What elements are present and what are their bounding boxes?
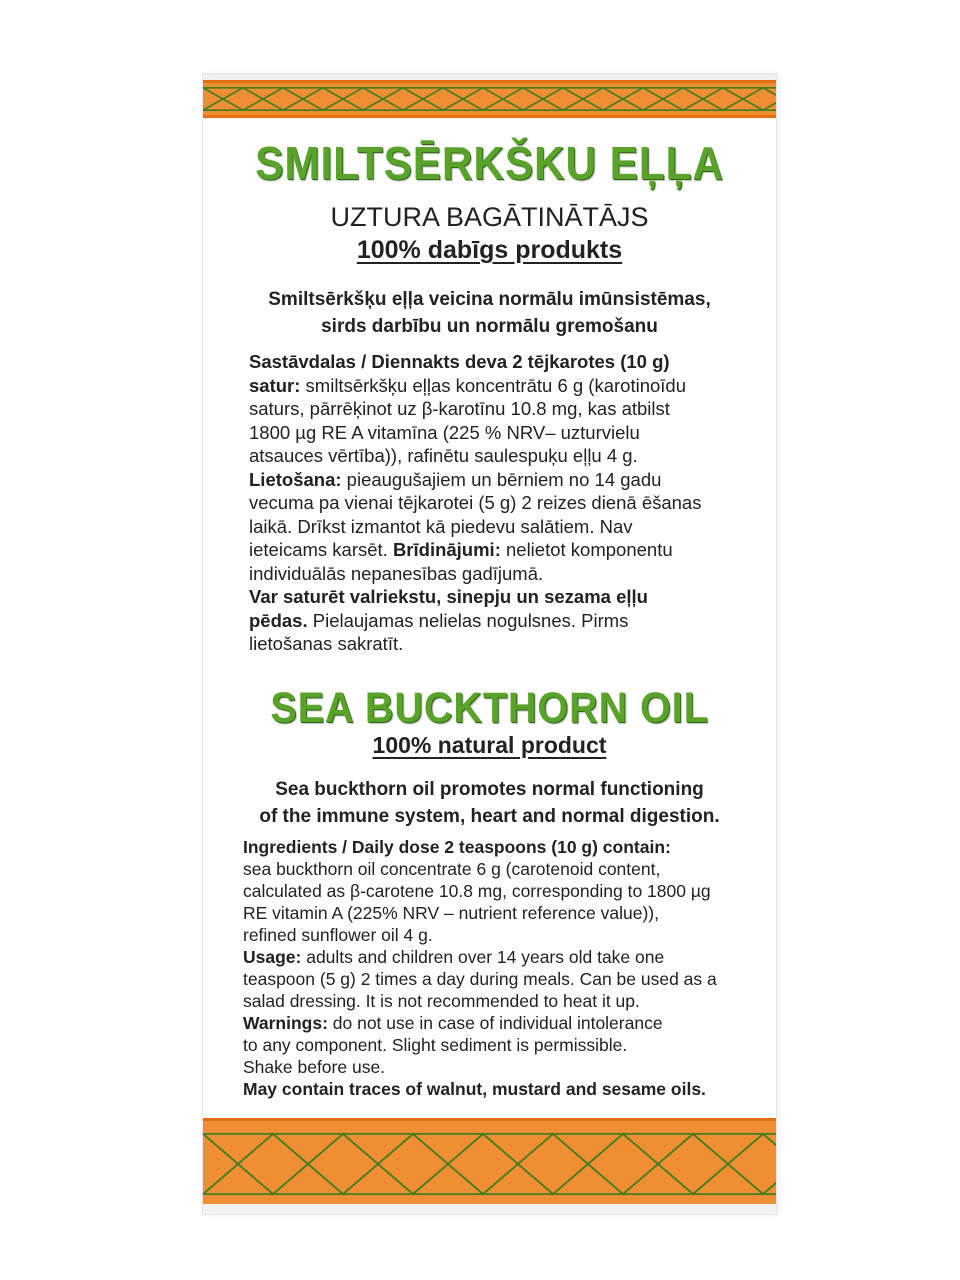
natural-badge-lv: 100% dabīgs produkts (356, 236, 623, 264)
health-claim-en: Sea buckthorn oil promotes normal functioning of the immune system, heart and normal digestion. (259, 779, 720, 827)
warnings-label-en: Warnings: (243, 1013, 328, 1033)
label-content (203, 112, 776, 1118)
traces-warning-lv: Var saturēt valriekstu, sinepju un sezama eļļu (249, 586, 648, 607)
usage-label-lv: Lietošana: (249, 468, 342, 490)
product-title-en: SEA BUCKTHORN OIL (270, 684, 709, 732)
ornament-band-bottom (203, 1118, 776, 1210)
ingredients-heading-en: Ingredients / Daily dose 2 teaspoons (10 g) contain: (243, 837, 671, 857)
product-subtitle-lv: UZTURA BAGĀTINĀTĀJS (330, 202, 649, 232)
usage-label-en: Usage: (243, 947, 302, 967)
product-title-lv: SMILTSĒRKŠKU EĻĻA (255, 137, 724, 189)
health-claim-lv: Smiltsērkšķu eļļa veicina normālu imūnsistēmas, sirds darbību un normālu gremošanu (268, 289, 711, 337)
ornament-pattern-top (203, 83, 776, 115)
box-bottom-edge (203, 1204, 776, 1214)
traces-warning-en: May contain traces of walnut, mustard and sesame oils. (243, 1079, 706, 1099)
ornament-pattern-bottom (203, 1121, 776, 1207)
ingredients-heading-lv: Sastāvdalas / Diennakts deva 2 tējkarotes (10 g) (249, 351, 670, 372)
warnings-label-lv: Brīdinājumi: (392, 539, 501, 560)
ingredients-section-lv: Sastāvdalas / Diennakts deva 2 tējkarotes (10 g) satur: smiltsērkšķu eļļas koncentrātu 6 g (karotinoīdu saturs, pārrēķinot uz β-karotīnu 10.8 mg, kas atbilst 1800 µg RE A vitamīna (225 % NRV– uzturvielu atsauces vērtība)), rafinētu saulespuķu eļļu 4 g. Lietošana: pieaugušajiem un bērniem no 14 gadu vecuma pa vienai tējkarotei (5 g) 2 reizes dienā ēšanas laikā. Drīkst izmantot kā piedevu salātiem. Nav ieteicams karsēt. Brīdinājumi: nelietot komponentu individuālās nepanesības gadījumā. Var saturēt valriekstu, sinepju un sezama eļļu pēdas. Pielaujamas nelielas nogulsnes. Pirms lietošanas sakratīt. (249, 351, 702, 654)
natural-badge-en: 100% natural product (372, 732, 607, 758)
ingredients-section-en: Ingredients / Daily dose 2 teaspoons (10 g) contain: sea buckthorn oil concentrate 6 g (carotenoid content, calculated as β-carotene 10.8 mg, corresponding to 1800 µg RE vitamin A (225% NRV – nutrient reference value)), refined sunflower oil 4 g. Usage: adults and children over 14 years old take one teaspoon (5 g) 2 times a day during meals. Can be used as a salad dressing. It is not recommended to heat it up. Warnings: do not use in case of individual intolerance to any component. Slight sediment is permissible. Shake before use. May contain traces of walnut, mustard and sesame oils. (243, 837, 717, 1099)
